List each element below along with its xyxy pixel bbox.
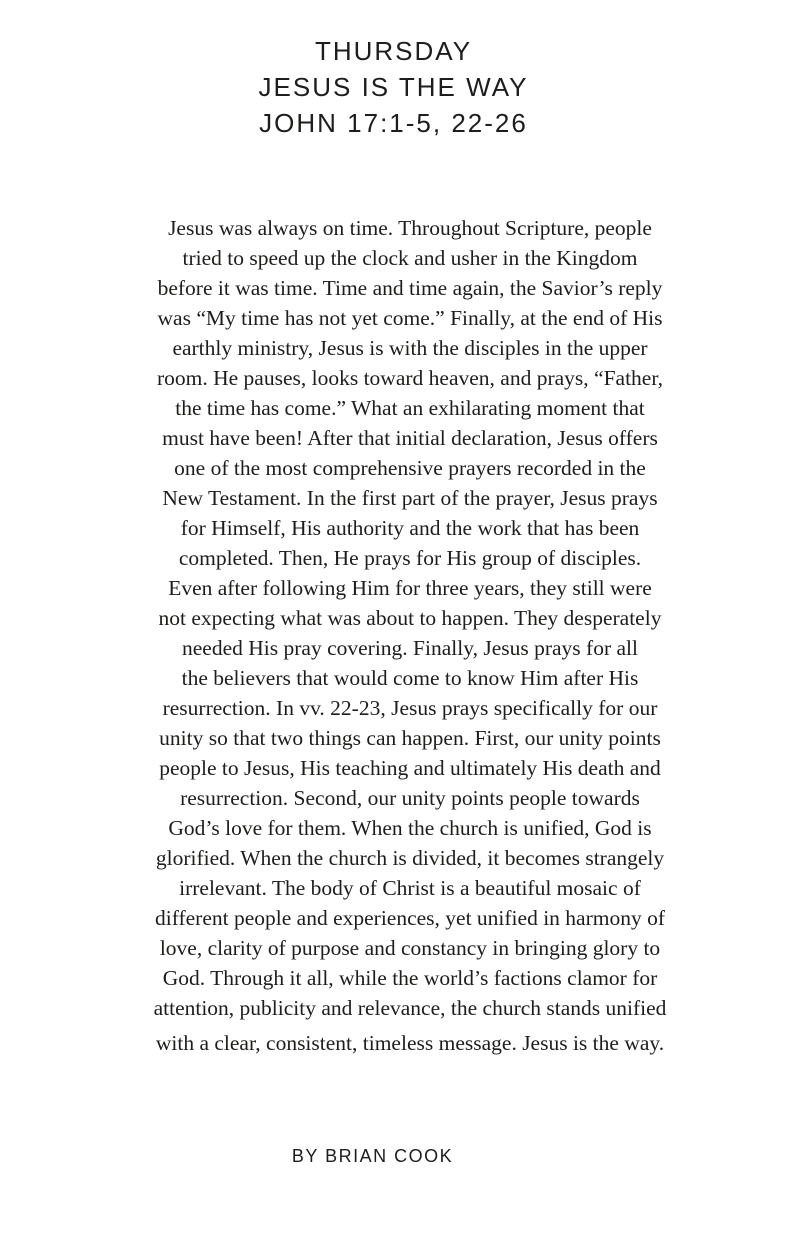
devotional-body	[108, 213, 712, 1058]
body-line: Even after following Him for three years, they still were	[168, 576, 652, 600]
body-line: the time has come.” What an exhilarating moment that	[175, 396, 645, 420]
body-line: Jesus was always on time. Throughout Scripture, people	[168, 216, 652, 240]
scripture-reference: JOHN 17:1-5, 22-26	[259, 108, 528, 138]
body-line: completed. Then, He prays for His group of disciples.	[178, 546, 642, 570]
body-line: one of the most comprehensive prayers recorded in the	[174, 456, 646, 480]
body-line: people to Jesus, His teaching and ultimately His death and	[159, 756, 661, 780]
body-line: the believers that would come to know Him after His	[181, 666, 639, 690]
day-heading: THURSDAY	[314, 36, 473, 66]
body-line: God’s love for them. When the church is unified, God is	[168, 816, 652, 840]
body-line: needed His pray covering. Finally, Jesus prays for all	[182, 636, 638, 660]
devotional-title: JESUS IS THE WAY	[258, 72, 529, 102]
body-line: room. He pauses, looks toward heaven, and prays, “Father,	[156, 366, 664, 390]
body-line: irrelevant. The body of Christ is a beautiful mosaic of	[179, 876, 641, 900]
body-line: unity so that two things can happen. First, our unity points	[159, 726, 661, 750]
devotional-header	[0, 33, 787, 141]
body-line: was “My time has not yet come.” Finally, at the end of His	[157, 306, 663, 330]
author-byline: BY BRIAN COOK	[291, 1146, 454, 1166]
body-line: must have been! After that initial declaration, Jesus offers	[162, 426, 658, 450]
body-line: with a clear, consistent, timeless message. Jesus is the way.	[155, 1031, 665, 1055]
body-line: for Himself, His authority and the work that has been	[180, 516, 640, 540]
body-line: different people and experiences, yet unified in harmony of	[154, 906, 666, 930]
body-line: attention, publicity and relevance, the church stands unified	[153, 996, 667, 1020]
body-line: resurrection. Second, our unity points people towards	[180, 786, 640, 810]
body-line: tried to speed up the clock and usher in the Kingdom	[182, 246, 638, 270]
body-line: New Testament. In the first part of the prayer, Jesus prays	[162, 486, 658, 510]
body-line: love, clarity of purpose and constancy in bringing glory to	[159, 936, 661, 960]
body-line: resurrection. In vv. 22-23, Jesus prays specifically for our	[162, 696, 658, 720]
body-line: God. Through it all, while the world’s factions clamor for	[162, 966, 658, 990]
body-line: before it was time. Time and time again, the Savior’s reply	[157, 276, 663, 300]
body-line: not expecting what was about to happen. They desperately	[158, 606, 662, 630]
body-line: glorified. When the church is divided, it becomes strangely	[155, 846, 665, 870]
body-line: earthly ministry, Jesus is with the disciples in the upper	[172, 336, 648, 360]
